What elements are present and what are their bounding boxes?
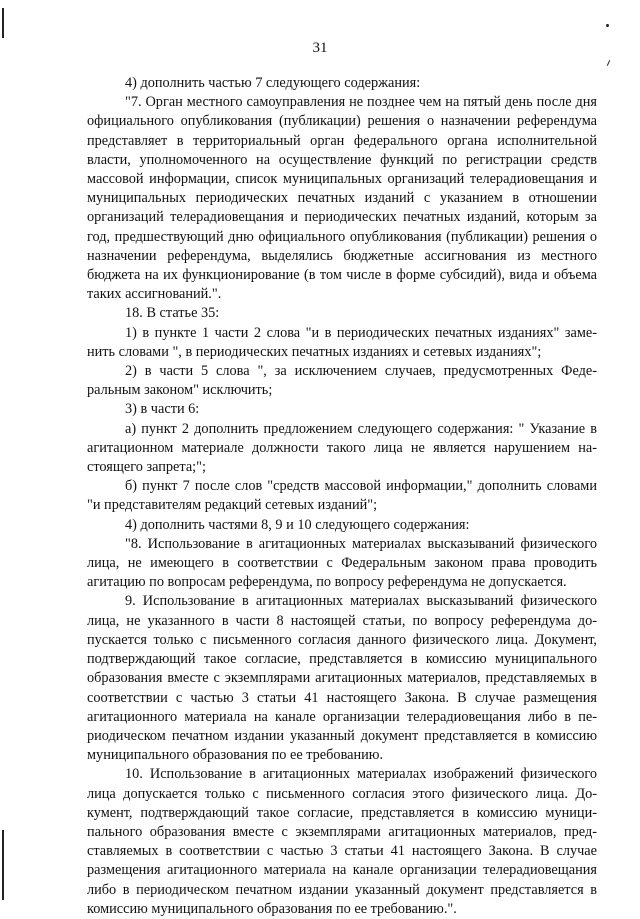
- scan-edge-mark: [2, 8, 4, 38]
- scan-speck: [607, 60, 610, 66]
- paragraph-item-2: 2) в части 5 слова ", за исключением случаев, предусмотренных Федеральным законом" исключить;: [87, 363, 597, 399]
- page-number: 31: [312, 40, 328, 56]
- paragraph-subitem-a: а) пункт 2 дополнить предложением следующего содержания: " Указание в агитационном материале должности такого лица не является нарушением настоящего запрета;";: [87, 420, 597, 476]
- paragraph-part-8: "8. Использование в агитационных материалах высказываний физического лица, не имеющего в соответствии с Федеральным законом права проводить агитацию по вопросам референдума, по вопросу референдума не допускается.: [87, 535, 597, 591]
- paragraph-amend-part-7-intro: 4) дополнить частью 7 следующего содержания:: [125, 75, 421, 91]
- paragraph-item-4: 4) дополнить частями 8, 9 и 10 следующего содержания:: [125, 516, 470, 533]
- paragraph-item-3: 3) в части 6:: [125, 401, 200, 418]
- scan-edge-mark: [2, 830, 4, 900]
- paragraph-article-35-heading: 18. В статье 35:: [125, 305, 220, 322]
- paragraph-part-10: 10. Использование в агитационных материалах изображений физического лица допускается только с письменного согласия этого физического лица. Документ, подтверждающий такое согласие, представляется в комиссию муниципального образования вместе с экземплярами агитационных материалов, представляемых в соответствии с частью 3 статьи 41 настоящего Закона. В случае размещения агитационного материала на канале организации телерадиовещания либо в периодическом печатном издании указанный документ представляется в комиссию муниципального образования по ее требованию.".: [87, 766, 597, 917]
- paragraph-subitem-b: б) пункт 7 после слов "средств массовой информации," дополнить словами "и представителям редакций сетевых изданий";: [87, 478, 597, 514]
- scan-speck: [606, 24, 609, 27]
- paragraph-part-7-text: "7. Орган местного самоуправления не позднее чем на пятый день после дня официального опубликования (публикации) решения о назначении референдума представляет в территориальный орган федерального органа исполнительной власти, уполномоченного на осуществление функций по регистрации средств массовой информации, список муниципальных организаций телерадиовещания и муниципальных периодических печатных изданий с указанием в отношении организаций телерадиовещания и периодических печатных изданий, которым за год, предшествующий дню официального опубликования (публикации) решения о назначении референдума, выделялись бюджетные ассигнования из местного бюджета на их функционирование (в том числе в форме субсидий), вида и объема таких ассигнований.".: [87, 94, 597, 303]
- paragraph-item-1: 1) в пункте 1 части 2 слова "и в периодических печатных изданиях" заменить словами ", в периодических печатных изданиях и сетевых изданиях";: [87, 324, 597, 360]
- paragraph-part-9: 9. Использование в агитационных материалах высказываний физического лица, не указанного в части 8 настоящей статьи, по вопросу референдума допускается только с письменного согласия данного физического лица. Документ, подтверждающий такое согласие, представляется в комиссию муниципального образования вместе с экземплярами агитационных материалов, представляемых в соответствии с частью 3 статьи 41 настоящего Закона. В случае размещения агитационного материала на канале организации телерадиовещания либо в периодическом печатном издании указанный документ представляется в комиссию муниципального образования по ее требованию.: [87, 593, 597, 764]
- document-body: [87, 74, 597, 919]
